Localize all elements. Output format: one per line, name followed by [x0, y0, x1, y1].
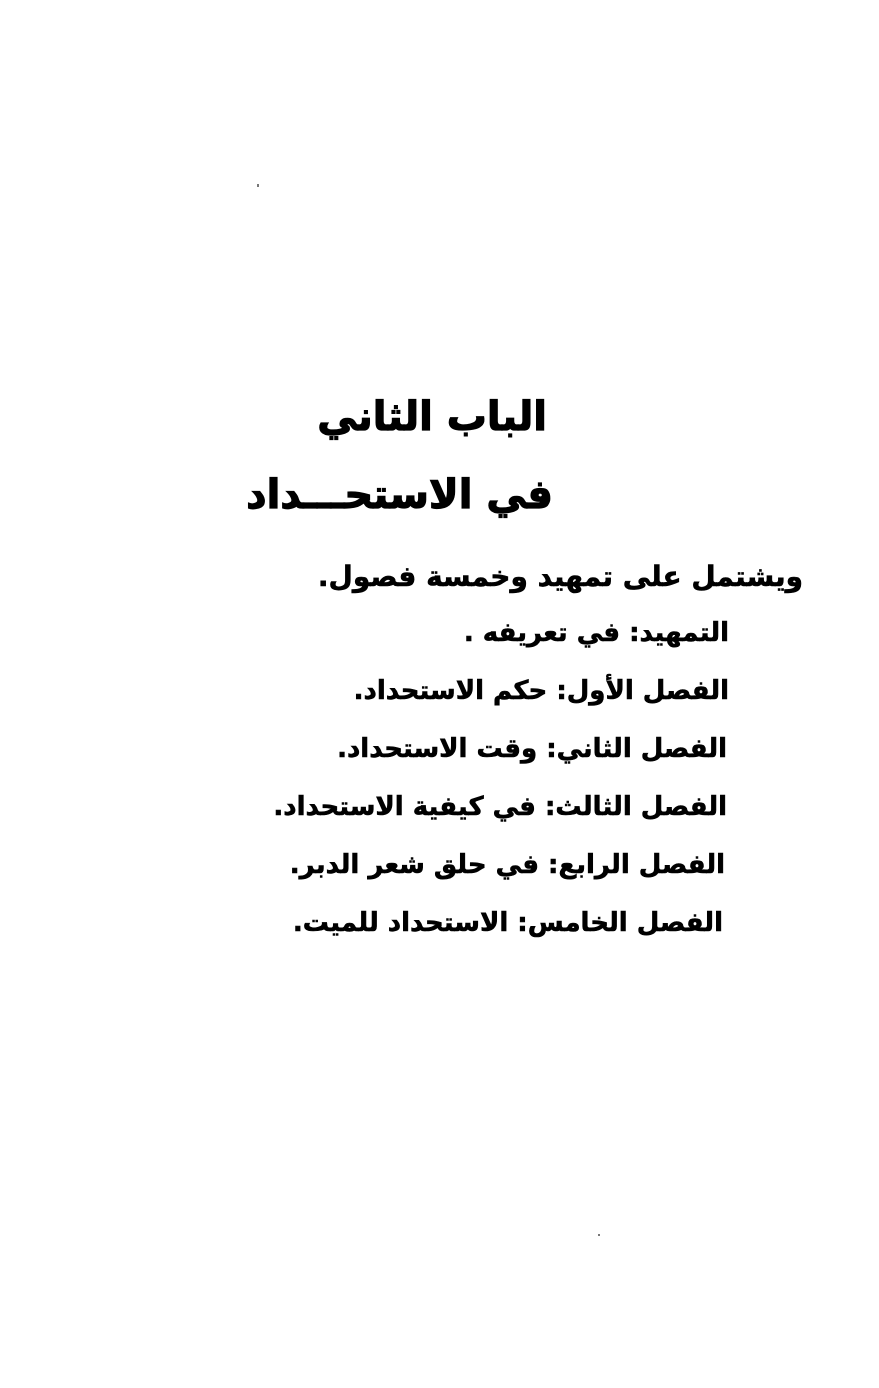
chapter-item: الفصل الرابع: في حلق شعر الدبر.	[289, 850, 725, 880]
intro-text: ويشتمل على تمهيد وخمسة فصول.	[317, 560, 803, 593]
scan-speck	[257, 184, 259, 187]
chapter-item: الفصل الثالث: في كيفية الاستحداد.	[273, 792, 727, 822]
part-subtitle: في الاستحـــداد	[246, 472, 553, 518]
chapter-item: الفصل الأول: حكم الاستحداد.	[353, 676, 729, 706]
chapter-item: الفصل الخامس: الاستحداد للميت.	[292, 908, 723, 938]
part-title: الباب الثاني	[317, 394, 547, 440]
chapter-item: التمهيد: في تعريفه .	[463, 618, 729, 648]
scan-speck	[598, 1234, 600, 1236]
chapter-item: الفصل الثاني: وقت الاستحداد.	[337, 734, 727, 764]
